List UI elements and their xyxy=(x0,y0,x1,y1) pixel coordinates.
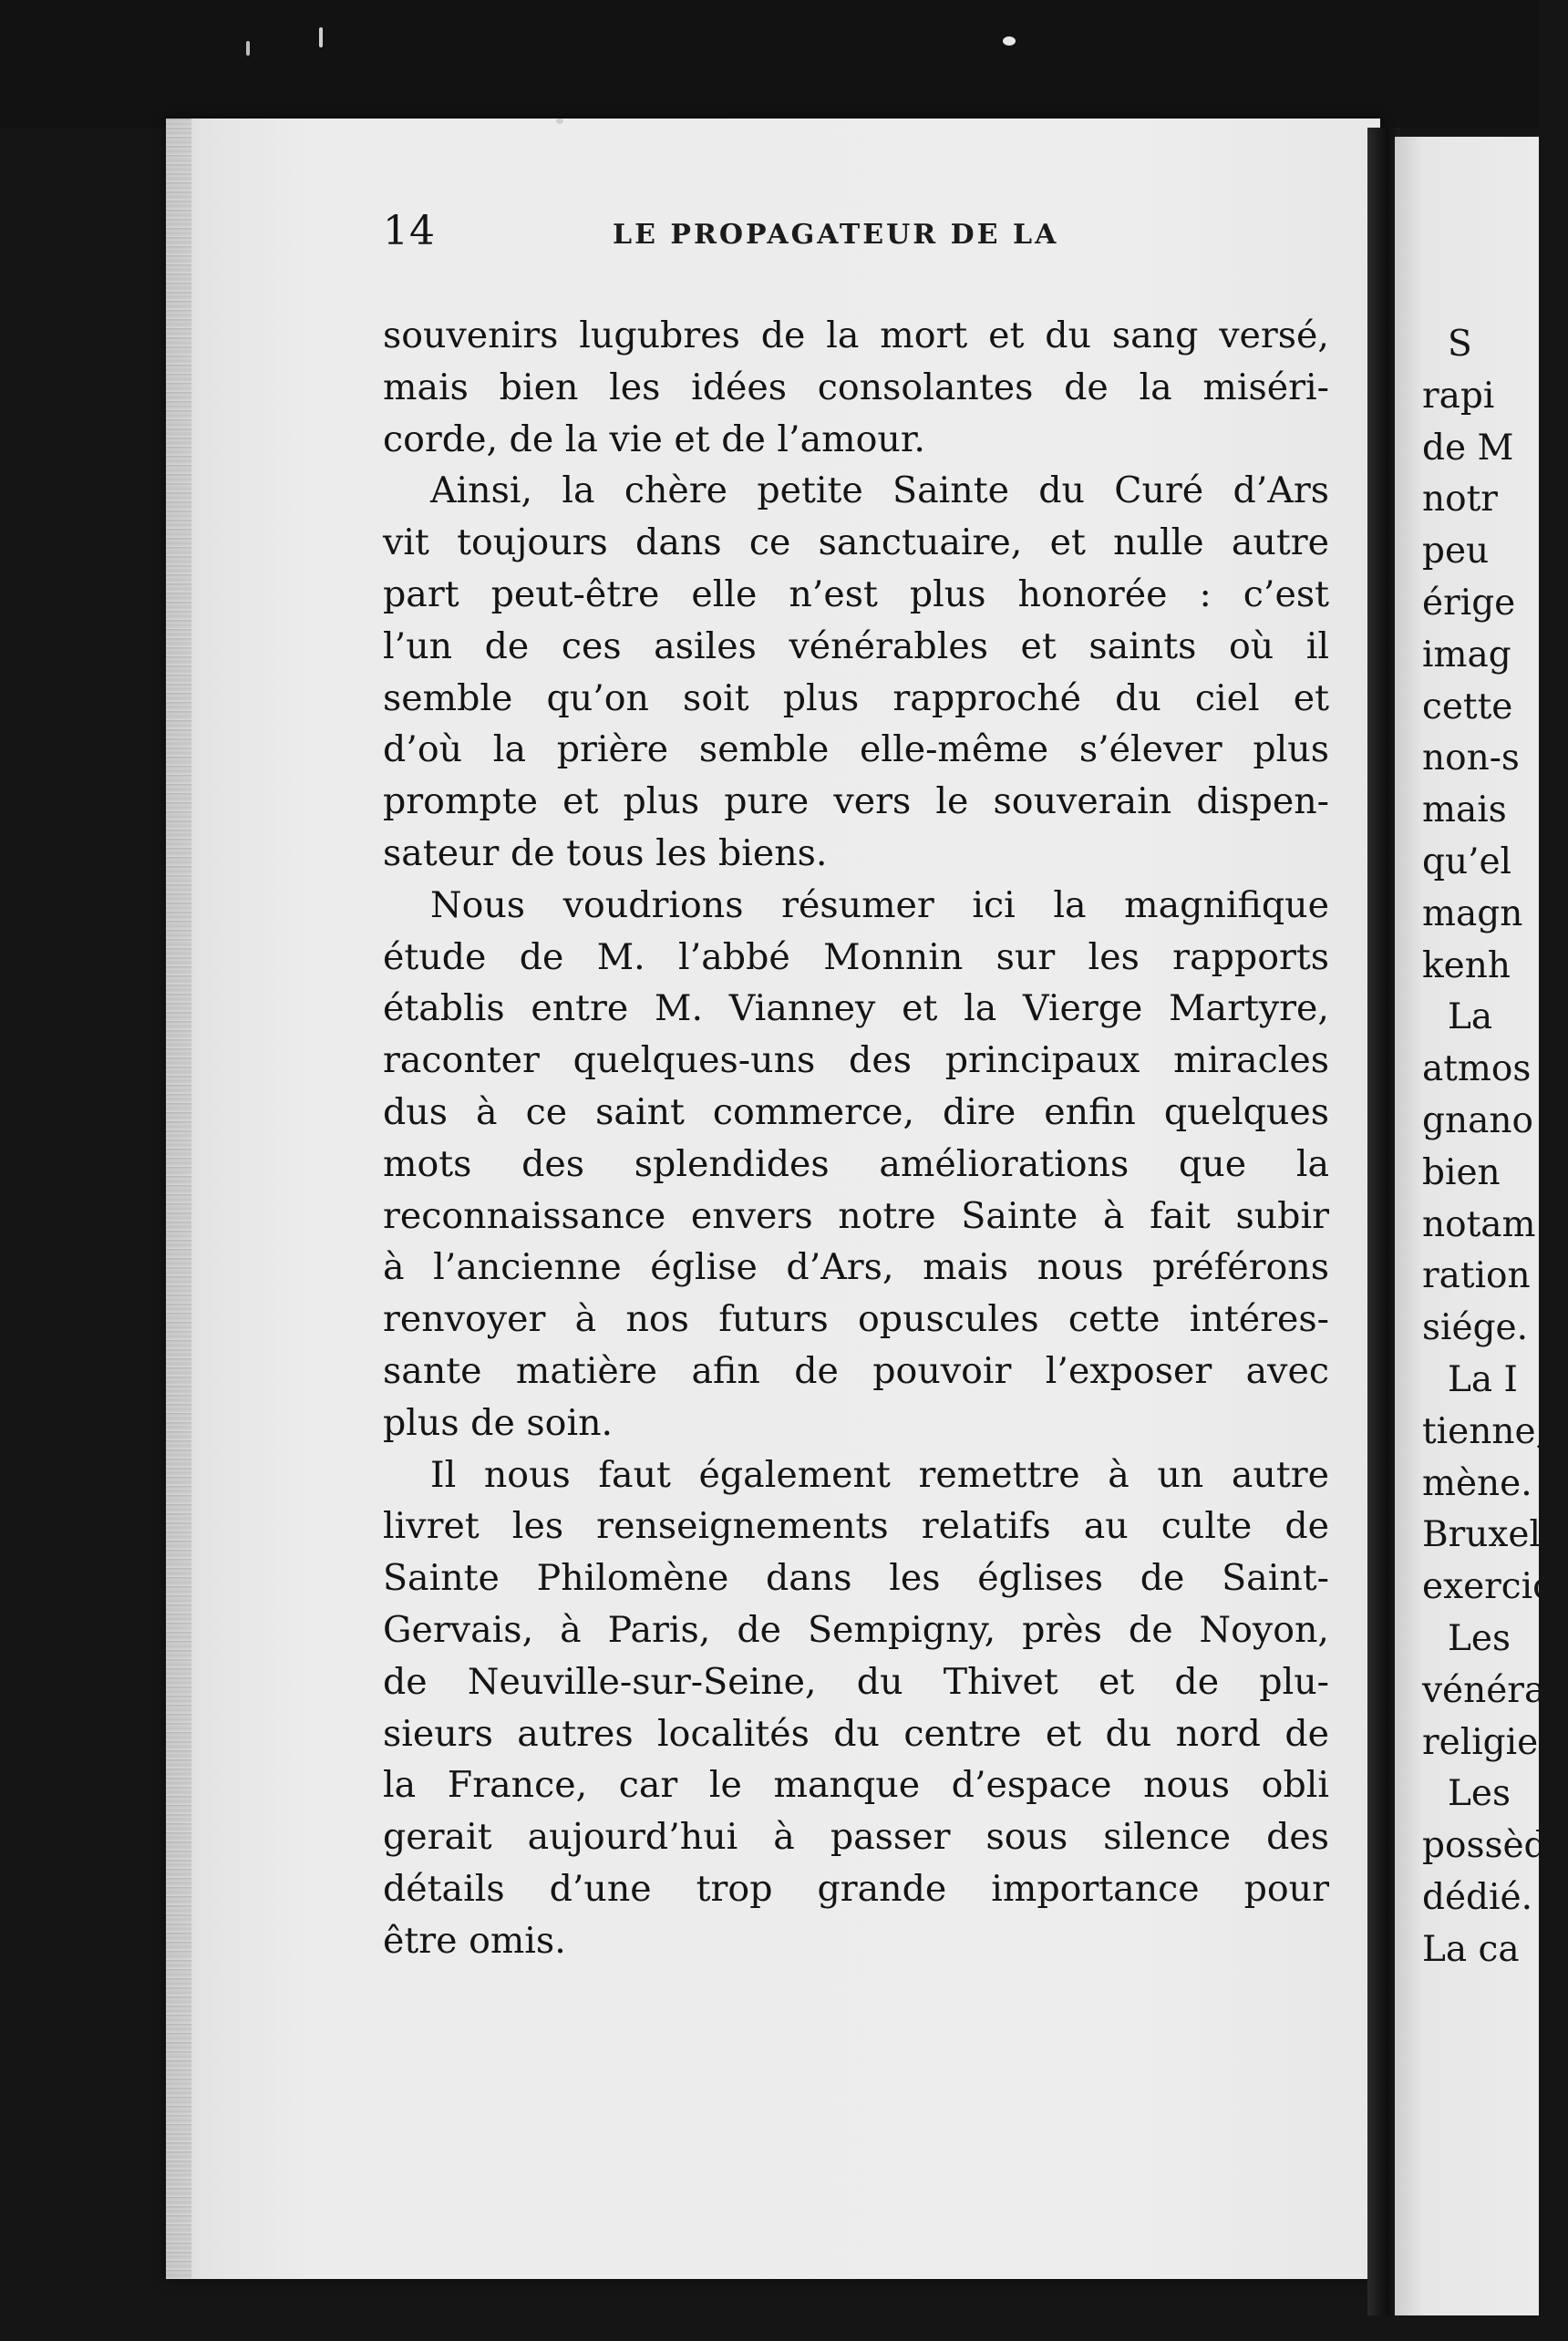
right-page-text xyxy=(1422,319,1568,1976)
text-line: l’un de ces asiles vénérables et saints où il xyxy=(383,624,1329,667)
right-text-line: notam xyxy=(1422,1203,1536,1245)
text-line: reconnaissance envers notre Sainte à fait subir xyxy=(383,1194,1329,1237)
page-number: 14 xyxy=(383,208,436,254)
right-text-line: gnano xyxy=(1422,1099,1533,1141)
right-text-line: possède xyxy=(1422,1825,1568,1867)
right-text-line: La I xyxy=(1448,1358,1518,1400)
paragraph-start-line: Ainsi, la chère petite Sainte du Curé d’Ars xyxy=(430,469,1329,512)
text-line: raconter quelques-uns des principaux miracles xyxy=(383,1039,1329,1082)
right-text-line: tienne, xyxy=(1422,1410,1547,1452)
right-text-line: non-s xyxy=(1422,737,1520,779)
text-line: dus à ce saint commerce, dire enfin quelques xyxy=(383,1090,1329,1133)
right-text-line: dédié. xyxy=(1422,1876,1532,1918)
text-line: être omis. xyxy=(383,1919,566,1962)
right-text-line: imag xyxy=(1422,634,1511,675)
dust-speck xyxy=(246,41,250,56)
right-text-line: qu’el xyxy=(1422,840,1512,882)
right-text-line: Les xyxy=(1448,1617,1511,1659)
text-line: la France, car le manque d’espace nous obli xyxy=(383,1764,1329,1807)
right-text-line: vénérat xyxy=(1422,1669,1560,1711)
scan-background xyxy=(0,0,1539,128)
text-line: sieurs autres localités du centre et du nord de xyxy=(383,1712,1329,1755)
right-text-line: religieu xyxy=(1422,1721,1562,1763)
body-text xyxy=(383,310,1329,1967)
text-line: mots des splendides améliorations que la xyxy=(383,1142,1329,1185)
text-line: étude de M. l’abbé Monnin sur les rapports xyxy=(383,935,1329,978)
right-text-line: bien xyxy=(1422,1151,1501,1193)
right-text-line: magn xyxy=(1422,892,1523,934)
right-text-line: Les xyxy=(1448,1773,1511,1815)
right-text-line: exercic xyxy=(1422,1566,1553,1608)
text-line: vit toujours dans ce sanctuaire, et nulle autre xyxy=(383,521,1329,564)
text-line: sateur de tous les biens. xyxy=(383,831,828,874)
right-text-line: La xyxy=(1448,996,1493,1038)
right-text-line: ration xyxy=(1422,1255,1531,1297)
text-line: Sainte Philomène dans les églises de Saint- xyxy=(383,1557,1329,1600)
text-line: sante matière afin de pouvoir l’exposer avec xyxy=(383,1349,1329,1392)
right-text-line: Bruxel xyxy=(1422,1514,1541,1556)
dust-speck xyxy=(319,27,323,47)
right-text-line: notr xyxy=(1422,479,1498,521)
text-line: à l’ancienne église d’Ars, mais nous préférons xyxy=(383,1246,1329,1289)
text-line: établis entre M. Vianney et la Vierge Martyre, xyxy=(383,987,1329,1030)
right-text-line: rapi xyxy=(1422,375,1495,417)
text-line: renvoyer à nos futurs opuscules cette intéres- xyxy=(383,1298,1329,1341)
right-text-line: de M xyxy=(1422,427,1514,469)
text-line: livret les renseignements relatifs au culte de xyxy=(383,1505,1329,1548)
right-text-line: La ca xyxy=(1422,1928,1520,1970)
right-text-line: kenh xyxy=(1422,944,1511,986)
text-line: d’où la prière semble elle-même s’élever plus xyxy=(383,728,1329,771)
text-line: mais bien les idées consolantes de la miséri- xyxy=(383,366,1329,408)
text-line: part peut-être elle n’est plus honorée : c’est xyxy=(383,572,1329,615)
right-text-line: S xyxy=(1448,324,1472,365)
text-line: corde, de la vie et de l’amour. xyxy=(383,418,925,460)
text-line: plus de soin. xyxy=(383,1401,614,1444)
right-text-line: atmos xyxy=(1422,1048,1532,1090)
dust-speck xyxy=(556,119,563,124)
paragraph-start-line: Il nous faut également remettre à un autre xyxy=(430,1453,1329,1496)
text-line: semble qu’on soit plus rapproché du ciel et xyxy=(383,676,1329,719)
text-line: gerait aujourd’hui à passer sous silence des xyxy=(383,1816,1329,1859)
right-text-line: mène. xyxy=(1422,1462,1532,1504)
right-text-line: érige xyxy=(1422,582,1516,624)
text-line: détails d’une trop grande importance pour xyxy=(383,1867,1329,1910)
dust-speck xyxy=(1003,36,1016,46)
right-text-line: siége. xyxy=(1422,1307,1529,1349)
text-line: souvenirs lugubres de la mort et du sang versé, xyxy=(383,315,1329,356)
text-line: Gervais, à Paris, de Sempigny, près de Noyon, xyxy=(383,1608,1329,1651)
text-line: prompte et plus pure vers le souverain dispen- xyxy=(383,780,1329,823)
running-head: LE PROPAGATEUR DE LA xyxy=(613,219,1059,251)
text-line: de Neuville-sur-Seine, du Thivet et de plu- xyxy=(383,1660,1329,1703)
right-text-line: cette xyxy=(1422,686,1513,727)
paragraph-start-line: Nous voudrions résumer ici la magnifique xyxy=(430,883,1329,926)
right-text-line: peu xyxy=(1422,531,1490,572)
right-text-line: mais xyxy=(1422,789,1507,831)
